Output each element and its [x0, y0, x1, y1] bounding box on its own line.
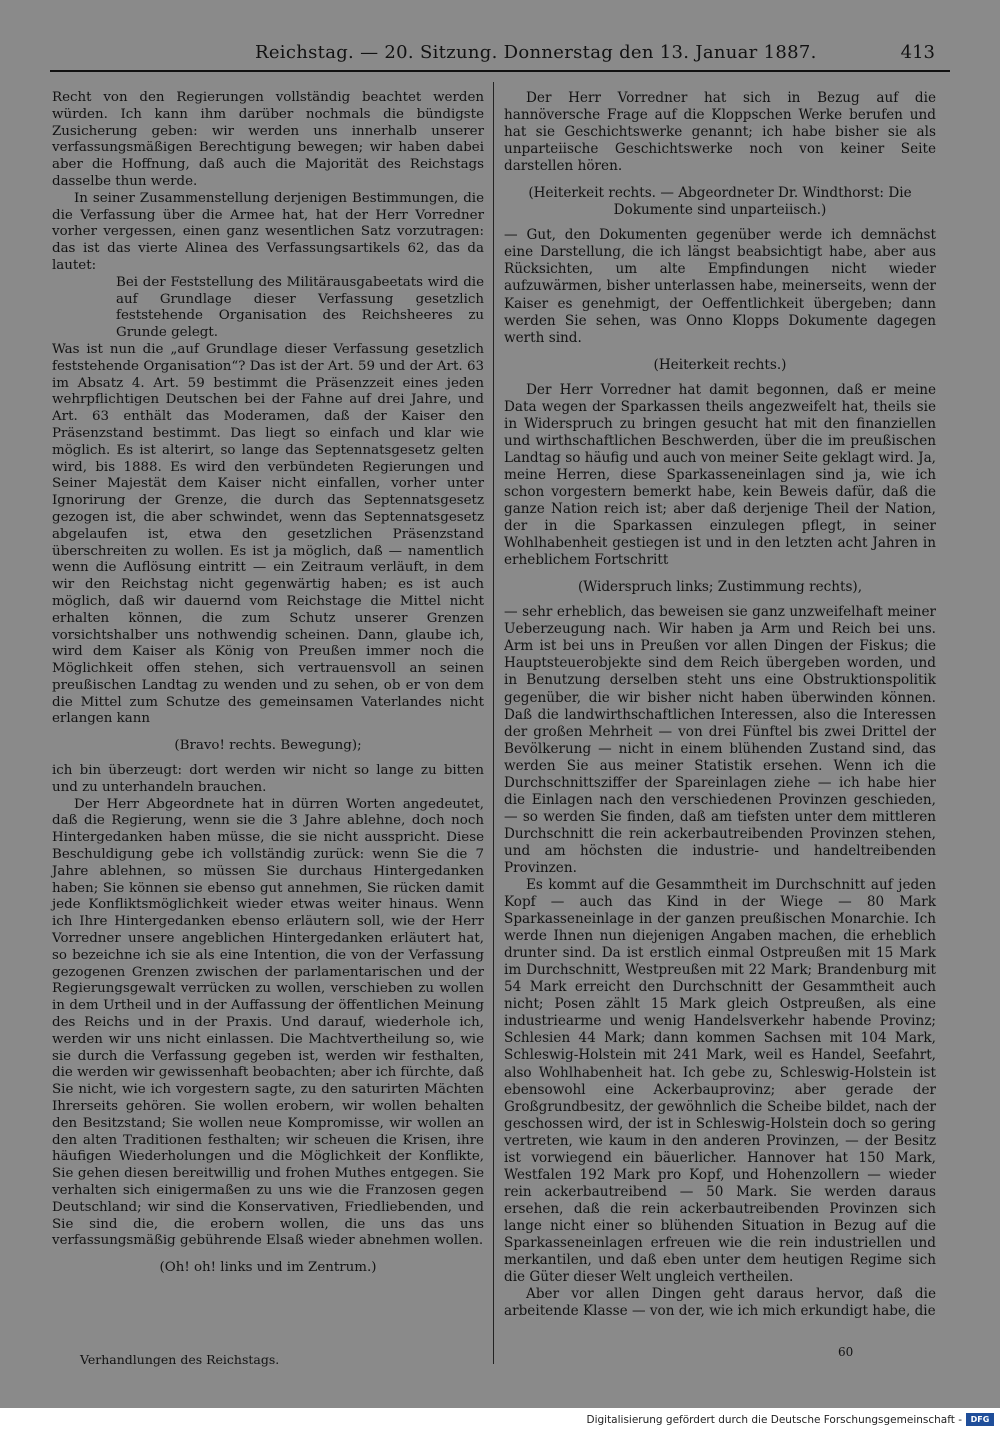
parenthetical: (Bravo! rechts. Bewegung); — [174, 738, 362, 754]
footer-note: Verhandlungen des Reichstags. — [80, 1352, 280, 1367]
paragraph: In seiner Zusammenstellung derjenigen Bestimmungen, die die Verfassung über die Armee hat, hat der Herr Vorredner vorher vergessen, einen ganz wesentlichen Satz vorzutragen: das ist das vierte Alinea des Verfassungsartikels 62, das da lautet: — [52, 190, 484, 273]
column-divider — [493, 82, 494, 1364]
running-head: Reichstag. — 20. Sitzung. Donnerstag den 13. Januar 1887. — [255, 42, 817, 63]
paragraph: Was ist nun die „auf Grundlage dieser Verfassung gesetzlich feststehende Organisation“? Das ist der Art. 59 und der Art. 63 im Absatz 4. Art. 59 bestimmt die Präsenzzeit eines jeden wehrpflichtigen Deutschen bei der Fahne auf drei Jahre, und Art. 63 enthält das Moderamen, daß der Kaiser den Präsenzstand bestimmt. Das liegt so einfach und klar wie möglich. Es ist alterirt, so lange das Septennatsgesetz gelten wird, bis 1888. Es wird den verbündeten Regierungen und Seiner Majestät dem Kaiser nicht einfallen, vorher unter Ignorirung der Grenze, die durch das Septennatsgesetz gezogen ist, die aber schwindet, wenn das Septennatsgesetz abgelaufen ist, etwa den gesetzlichen Präsenzstand überschreiten zu wollen. Es ist ja möglich, daß — namentlich wenn die Auflösung eintritt — ein Zeitraum verläuft, in dem wir den Reichstag nicht gegenwärtig haben; es ist auch möglich, daß wir dauernd vom Reichstage die Mittel nicht erhalten können, die zum Schutz unserer Grenzen vorsichtshalber uns nothwendig scheinen. Dann, glaube ich, wird dem Kaiser als König von Preußen immer noch die Möglichkeit offen stehen, sich vertrauensvoll an seinen preußischen Landtag zu wenden und zu sehen, ob er von dem die Mittel zum Schutze des gemeinsamen Vaterlandes nicht erlangen kann — [52, 341, 484, 727]
parenthetical: (Heiterkeit rechts.) — [653, 356, 787, 373]
sheet-number: 60 — [838, 1345, 854, 1359]
parenthetical: (Oh! oh! links und im Zentrum.) — [159, 1260, 377, 1276]
paragraph: Der Herr Vorredner hat damit begonnen, daß er meine Data wegen der Sparkassen theils angezweifelt hat, theils sie in Widerspruch zu bringen gesucht hat mit den finanziellen und wirthschaftlichen Beschwerden, über die im preußischen Landtag so häufig und auch von meiner Seite geklagt wird. Ja, meine Herren, diese Sparkasseneinlagen sind ja, wie ich schon vorgestern bemerkt habe, kein Beweis dafür, daß die ganze Nation reich ist; aber daß derjenige Theil der Nation, der in die Sparkassen einzulegen pflegt, in seiner Wohlhabenheit gestiegen ist und in den letzten acht Jahren in erheblichem Fortschritt — [504, 381, 936, 569]
left-column — [52, 90, 484, 1285]
dfg-logo: DFG — [966, 1413, 994, 1426]
parenthetical: (Widerspruch links; Zustimmung rechts), — [577, 579, 863, 596]
paragraph: Recht von den Regierungen vollständig beachtet werden würden. Ich kann ihm darüber nochmals die bündigste Zusicherung geben: wir werden uns innerhalb unserer verfassungsmäßigen Berechtigung bewegen; wir haben dabei aber die Hoffnung, daß auch die Majorität des Reichstags dasselbe thun werde. — [52, 90, 484, 189]
paragraph: Der Herr Vorredner hat sich in Bezug auf die hannöversche Frage auf die Kloppschen Werke berufen und hat sie Geschichtswerke genannt; ich habe bisher sie als unparteiische Geschichtswerke noch von keiner Seite darstellen hören. — [504, 90, 936, 175]
header-rule — [50, 70, 950, 72]
digitization-bar — [0, 1408, 1000, 1432]
parenthetical: (Heiterkeit rechts. — Abgeordneter Dr. Windthorst: Die Dokumente sind unparteiisch.) — [528, 185, 912, 219]
block-quote: Bei der Feststellung des Militärausgabeetats wird die auf Grundlage dieser Verfassung gesetzlich feststehende Organisation des Reichsheeres zu Grunde gelegt. — [116, 274, 484, 341]
paragraph: — sehr erheblich, das beweisen sie ganz unzweifelhaft meiner Ueberzeugung nach. Wir haben ja Arm und Reich bei uns. Arm ist bei uns in Preußen vor allen Dingen der Fiskus; die Hauptsteuerobjekte sind dem Reich übergeben worden, und in Benutzung derselben steht uns eine Obstruktionspolitik gegenüber, die wir bisher nicht haben überwinden können. Daß die landwirthschaftlichen Interessen, also die Interessen der großen Mehrheit — von drei Fünftel bis zwei Drittel der Bevölkerung — nicht in einem blühenden Zustand sind, das werden Sie aus meiner Statistik ersehen. Wenn ich die Durchschnittsziffer der Spareinlagen ziehe — ich habe hier die Einlagen nach den verschiedenen Provinzen geschieden, — so werden Sie finden, daß am tiefsten unter dem mittleren Durchschnitt die rein ackerbautreibenden Provinzen stehen, und am höchsten die industrie- und handeltreibenden Provinzen. — [504, 604, 936, 876]
right-column — [504, 90, 936, 1320]
paragraph: ich bin überzeugt: dort werden wir nicht so lange zu bitten und zu unterhandeln brauchen. — [52, 763, 484, 795]
paragraph: — Gut, den Dokumenten gegenüber werde ich demnächst eine Darstellung, die ich längst beabsichtigt habe, aber aus Rücksichten, um alte Empfindungen nicht wieder aufzuwärmen, bisher unterlassen habe, meinerseits, wenn der Kaiser es genehmigt, der Oeffentlichkeit übergeben; dann werden Sie sehen, was Onno Klopps Dokumente dagegen werth sind. — [504, 227, 936, 346]
page-number: 413 — [900, 42, 935, 63]
digitization-credit: Digitalisierung gefördert durch die Deutsche Forschungsgemeinschaft - — [586, 1414, 962, 1426]
paragraph: Aber vor allen Dingen geht daraus hervor, daß die arbeitende Klasse — von der, wie ich mich erkundigt habe, die — [504, 1286, 936, 1320]
paragraph: Es kommt auf die Gesammtheit im Durchschnitt auf jeden Kopf — auch das Kind in der Wiege — 80 Mark Sparkasseneinlage in der ganzen preußischen Monarchie. Ich werde Ihnen nun diejenigen Angaben machen, die erheblich drunter sind. Da ist erstlich einmal Ostpreußen mit 15 Mark im Durchschnitt, Westpreußen mit 22 Mark; Brandenburg mit 54 Mark erreicht den Durchschnitt der Gesammtheit auch nicht; Posen zählt 15 Mark gleich Ostpreußen, als eine industriearme und wenig Handelsverkehr habende Provinz; Schlesien 44 Mark; dann kommen Sachsen mit 104 Mark, Schleswig-Holstein mit 241 Mark, weil es Handel, Seefahrt, also Wohlhabenheit hat. Ich gebe zu, Schleswig-Holstein ist ebensowohl eine Ackerbauprovinz; aber gerade der Großgrundbesitz, der gewöhnlich die Scheibe bildet, nach der geschossen wird, der ist in Schleswig-Holstein doch so gering vertreten, wie kaum in den anderen Provinzen, — der Besitz ist vorwiegend ein bäuerlicher. Hannover hat 150 Mark, Westfalen 192 Mark pro Kopf, und Hohenzollern — wieder rein ackerbautreibend — 50 Mark. Sie werden daraus ersehen, daß die rein ackerbautreibenden Provinzen sich lange nicht einer so blühenden Situation in Bezug auf die Sparkasseneinlagen erfreuen wie die rein industriellen und merkantilen, und daß eben unter dem heutigen Regime sich die Güter dieser Welt ungleich vertheilen. — [504, 877, 936, 1286]
paragraph: Der Herr Abgeordnete hat in dürren Worten angedeutet, daß die Regierung, wenn sie die 3 Jahre ablehne, doch noch Hintergedanken haben müsse, die sie nicht ausspricht. Diese Beschuldigung gebe ich vollständig zurück: wenn Sie die 7 Jahre ablehnen, so müssen Sie durchaus Hintergedanken haben; Sie können sie ebenso gut annehmen, Sie rücken damit jede Konfliktsmöglichkeit wieder etwas weiter hinaus. Wenn ich Ihre Hintergedanken ebenso erläutern soll, wie der Herr Vorredner unsere angeblichen Hintergedanken erläutert hat, so bezeichne ich sie als eine Intention, die von der Verfassung gezogenen Grenzen zwischen der parlamentarischen und der Regierungsgewalt verrücken zu wollen, verschieben zu wollen in dem Urtheil und in der Auffassung der öffentlichen Meinung des Reichs und in der Praxis. Und darauf, wiederhole ich, werden wir uns nicht einlassen. Die Machtvertheilung so, wie sie durch die Verfassung gegeben ist, werden wir festhalten, die werden wir gewissenhaft beobachten; aber ich fürchte, daß Sie nicht, wie ich vorgestern sagte, zu den saturirten Mächten Ihrerseits gehören. Sie wollen erobern, wir wollen behalten den Besitzstand; Sie wollen neue Kompromisse, wir wollen an den alten Traditionen festhalten; wir scheuen die Krisen, ihre häufigen Wiederholungen und die Möglichkeit der Konflikte, Sie gehen diesen bereitwillig und frohen Muthes entgegen. Sie verhalten sich einigermaßen zu uns wie die Franzosen gegen Deutschland; wir sind die Konservativen, Friedliebenden, und Sie sind die, die erobern wollen, die uns das uns verfassungsmäßig gebührende Elsaß wieder abnehmen wollen. — [52, 796, 484, 1249]
